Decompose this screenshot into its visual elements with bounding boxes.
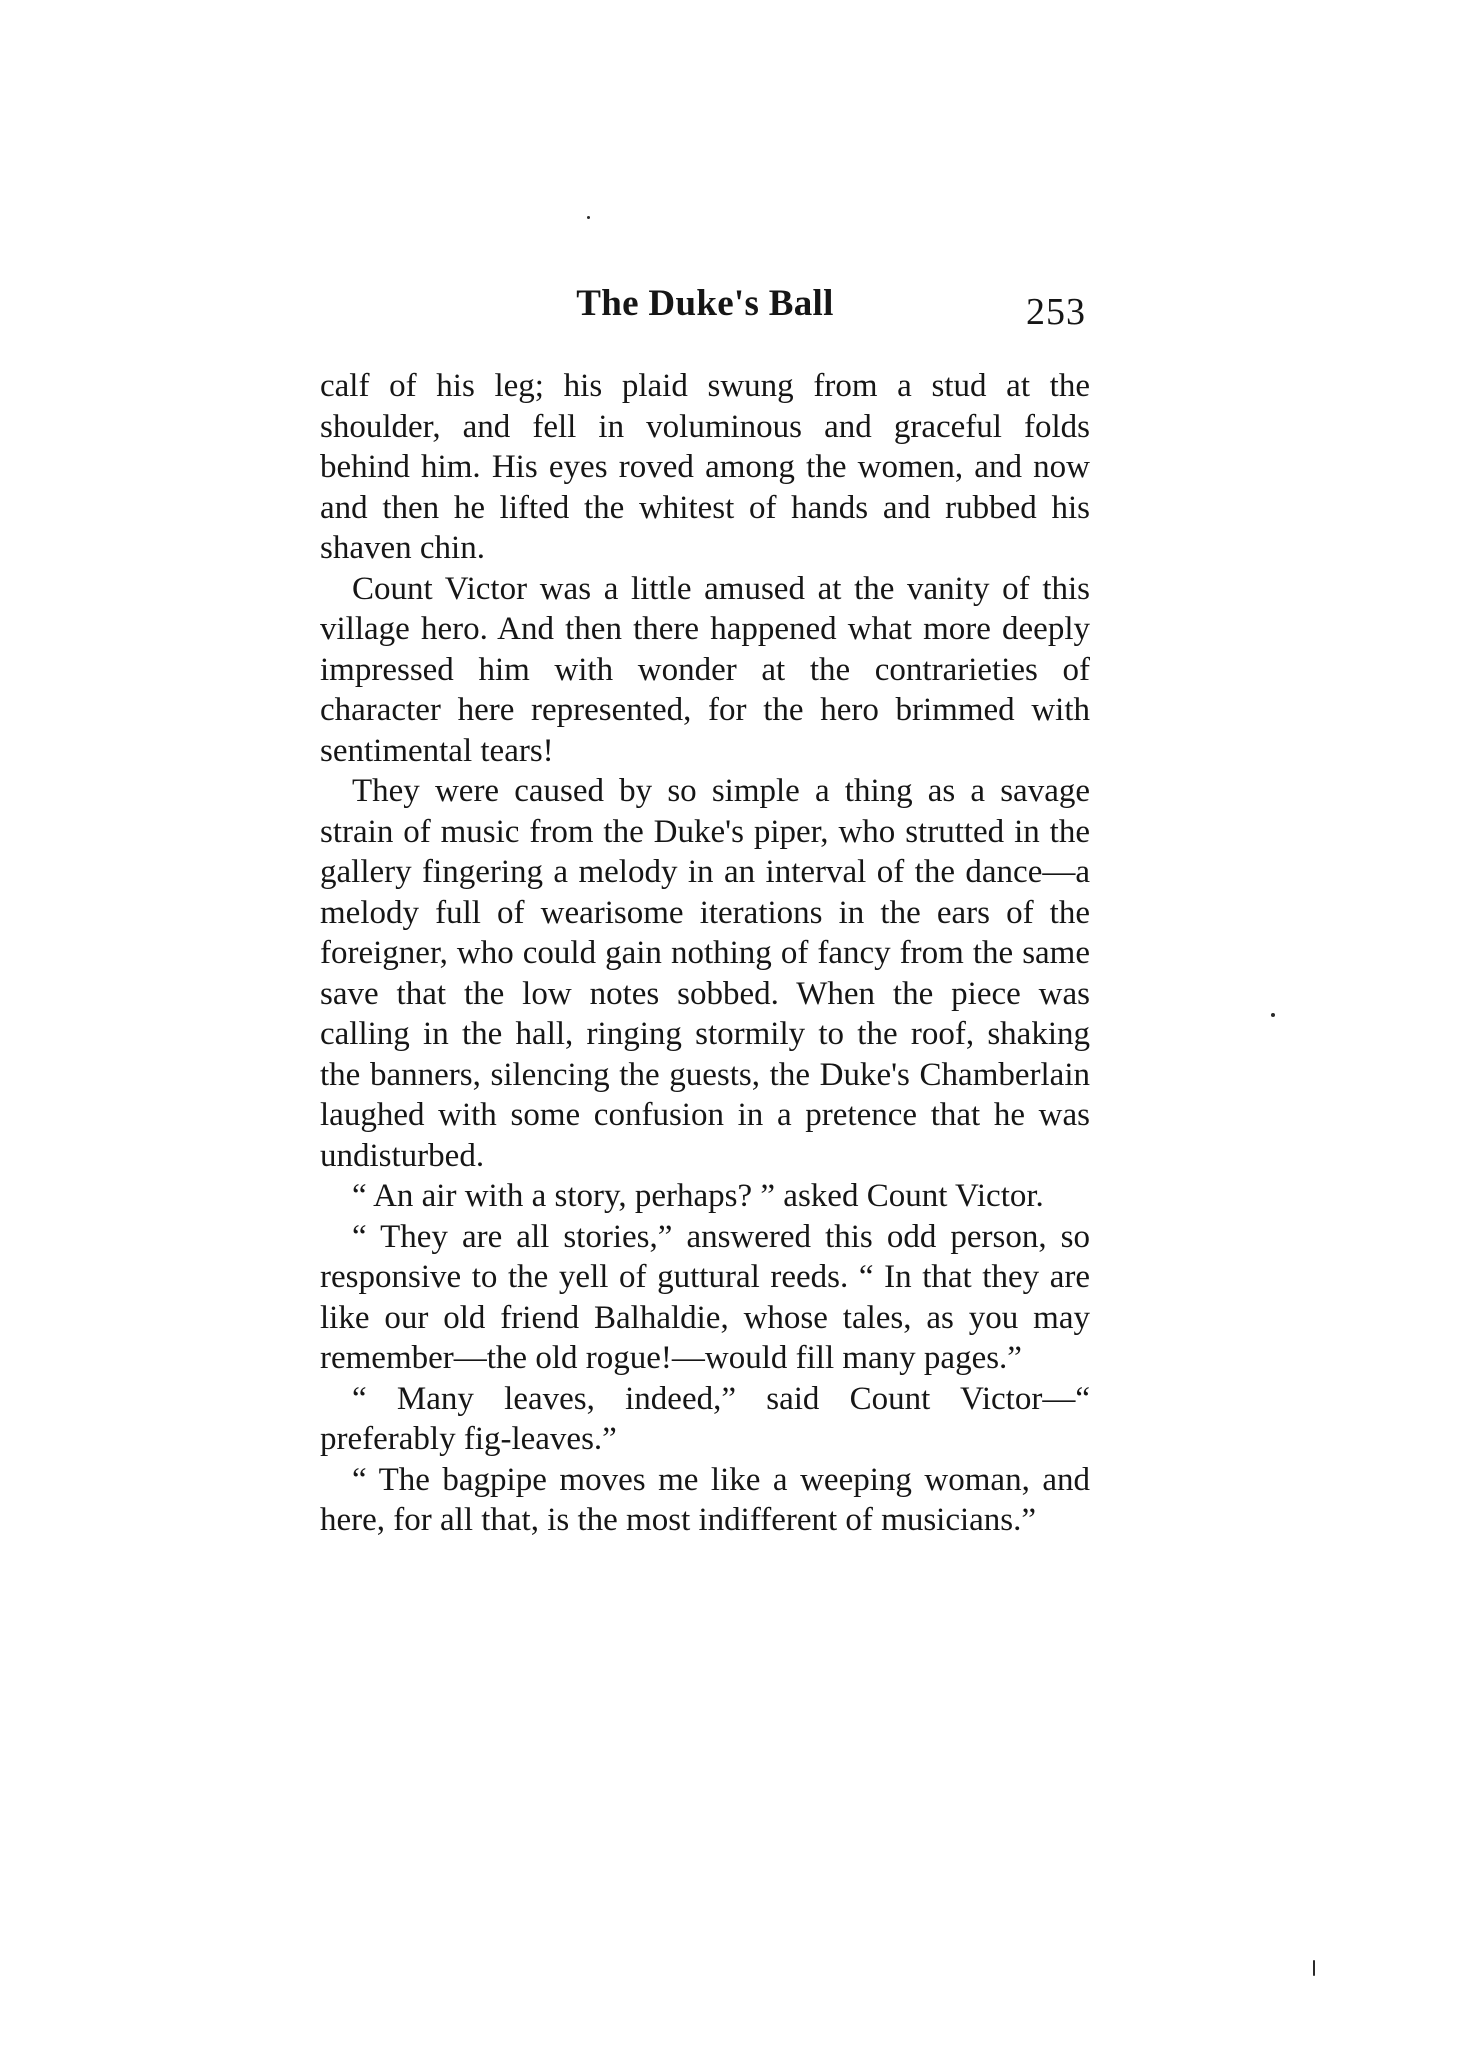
paragraph: “ They are all stories,” answered this odd person, so responsive to the yell of guttural reeds. “ In that they are like our old friend Balhaldie, whose tales, as you may remember—the old rogue!—would fill many pages.”	[320, 1218, 1090, 1376]
paragraph: They were caused by so simple a thing as a savage strain of music from the Duke's piper, who strutted in the gallery fingering a melody in an interval of the dance—a melody full of wearisome iterations in the ears of the foreigner, who could gain nothing of fancy from the same save that the low notes sobbed. When the piece was calling in the hall, ringing stormily to the roof, shaking the banners, silencing the guests, the Duke's Chamberlain laughed with some confusion in a pretence that he was undisturbed.	[320, 773, 1090, 1174]
scan-speck	[1271, 1013, 1275, 1017]
running-head	[320, 282, 1090, 342]
paragraph: “ The bagpipe moves me like a weeping woman, and here, for all that, is the most indifferent of musicians.”	[320, 1461, 1090, 1538]
scan-speck	[1313, 1960, 1315, 1976]
paragraph: calf of his leg; his plaid swung from a stud at the shoulder, and fell in voluminous and graceful folds behind him. His eyes roved among the women, and now and then he lifted the whitest of hands and rubbed his shaven chin.	[320, 368, 1090, 566]
scan-speck	[587, 216, 590, 219]
running-head-title: The Duke's Ball	[576, 283, 834, 324]
paragraph: Count Victor was a little amused at the vanity of this village hero. And then there happened what more deeply impressed him with wonder at the contrarieties of character here represented, for the hero brimmed with sentimental tears!	[320, 570, 1090, 769]
paragraph: “ An air with a story, perhaps? ” asked Count Victor.	[352, 1178, 1044, 1214]
body-text	[320, 366, 1090, 1541]
paragraph: “ Many leaves, indeed,” said Count Victor—“ preferably fig-leaves.”	[320, 1380, 1090, 1457]
page-number: 253	[1026, 291, 1086, 333]
